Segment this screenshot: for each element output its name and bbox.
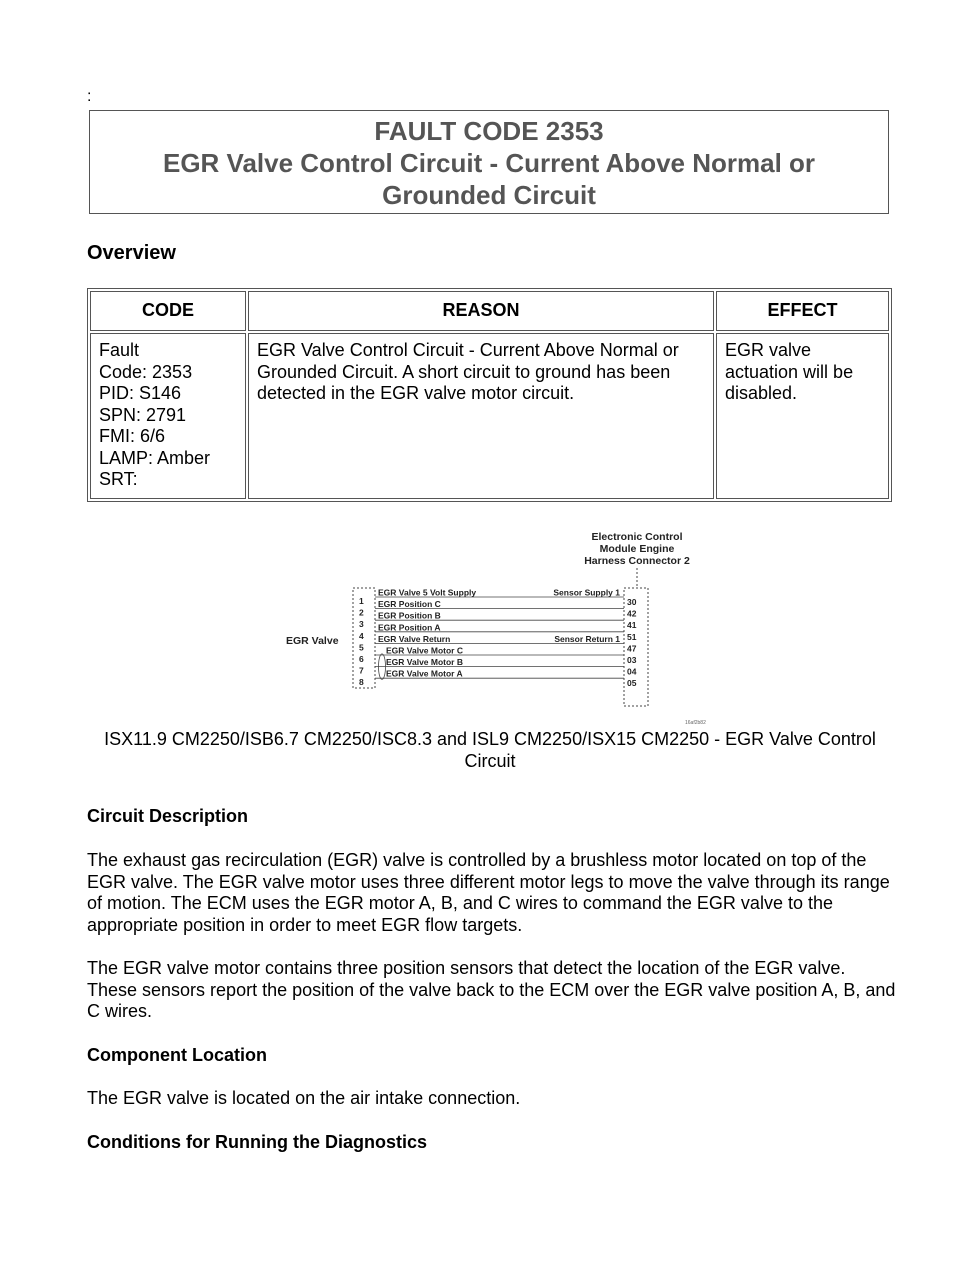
fault-code-title: FAULT CODE 2353 [374, 116, 604, 146]
page-prefix: : [87, 88, 92, 105]
effect-cell: EGR valve actuation will be disabled. [716, 333, 889, 499]
valve-pin-6: 6 [359, 654, 364, 664]
component-location-text: The EGR valve is located on the air intake connection. [87, 1088, 521, 1108]
header-code: CODE [90, 291, 246, 331]
valve-pin-5: 5 [359, 642, 364, 653]
header-effect: EFFECT [716, 291, 889, 331]
table-header-row [90, 291, 889, 331]
ecm-pin-42: 42 [627, 608, 637, 619]
ecm-pin-51: 51 [627, 631, 637, 642]
valve-pin-1: 1 [359, 596, 364, 606]
title-box [89, 110, 889, 214]
wire-label-5: EGR Valve Return [378, 633, 451, 644]
circuit-description-heading: Circuit Description [87, 806, 249, 826]
ecm-pin-04: 04 [627, 666, 637, 677]
egr-valve-connector [353, 588, 375, 688]
wire-label-8: EGR Valve Motor A [386, 668, 463, 679]
conditions-heading: Conditions for Running the Diagnostics [87, 1132, 427, 1152]
wire-label-7: EGR Valve Motor B [386, 657, 463, 668]
ecm-title-line-2: Module Engine [599, 543, 675, 555]
reason-cell: EGR Valve Control Circuit - Current Above Normal or Grounded Circuit. A short circuit to ground has been detected in the EGR valve motor circuit. [248, 333, 714, 499]
valve-pin-8: 8 [359, 677, 364, 688]
circuit-description-p2: The EGR valve motor contains three position sensors that detect the location of the EGR valve. These sensors report the position of the valve back to the ECM over the EGR valve position A, B, and C wires. [87, 958, 896, 1022]
ecm-title-line-1: Electronic Control [591, 531, 683, 543]
ecm-pin-47: 47 [627, 643, 637, 654]
wire-ecm-label-5: Sensor Return 1 [554, 633, 620, 644]
ecm-pin-03: 03 [627, 655, 637, 665]
component-location-heading: Component Location [87, 1045, 267, 1065]
ecm-title-line-3: Harness Connector 2 [584, 555, 690, 567]
egr-valve-label: EGR Valve [286, 635, 339, 647]
wire-label-4: EGR Position A [378, 622, 441, 633]
wire-label-6: EGR Valve Motor C [386, 645, 463, 656]
ecm-pin-05: 05 [627, 678, 637, 689]
valve-pin-2: 2 [359, 607, 364, 618]
circuit-description-p1: The exhaust gas recirculation (EGR) valve is controlled by a brushless motor located on top of the EGR valve. The EGR valve motor uses three different motor legs to move the valve through its range of motion. The ECM uses the EGR motor A, B, and C wires to command the EGR valve to the appropriate position in order to meet EGR flow targets. [87, 850, 890, 935]
header-reason: REASON [248, 291, 714, 331]
ecm-pin-41: 41 [627, 620, 637, 631]
wire-label-2: EGR Position C [378, 599, 441, 610]
ecm-pin-30: 30 [627, 597, 637, 607]
code-cell: Fault Code: 2353 PID: S146 SPN: 2791 FMI: 6/6 LAMP: Amber SRT: [90, 333, 246, 499]
fault-table [87, 288, 892, 502]
wire-label-3: EGR Position B [378, 610, 441, 621]
fault-code-subtitle: EGR Valve Control Circuit - Current Above Normal or Grounded Circuit [162, 148, 816, 210]
figure-id: 16af2b82 [685, 720, 706, 726]
circuit-diagram [280, 526, 710, 726]
valve-pin-3: 3 [359, 619, 364, 630]
table-row [90, 333, 889, 499]
valve-pin-4: 4 [359, 630, 364, 641]
overview-heading: Overview [87, 242, 176, 264]
wire-label-1: EGR Valve 5 Volt Supply [378, 587, 477, 598]
figure-caption: ISX11.9 CM2250/ISB6.7 CM2250/ISC8.3 and ISL9 CM2250/ISX15 CM2250 - EGR Valve Control Circuit [104, 729, 876, 771]
valve-pin-7: 7 [359, 665, 364, 676]
wire-ecm-label-1: Sensor Supply 1 [553, 587, 620, 598]
